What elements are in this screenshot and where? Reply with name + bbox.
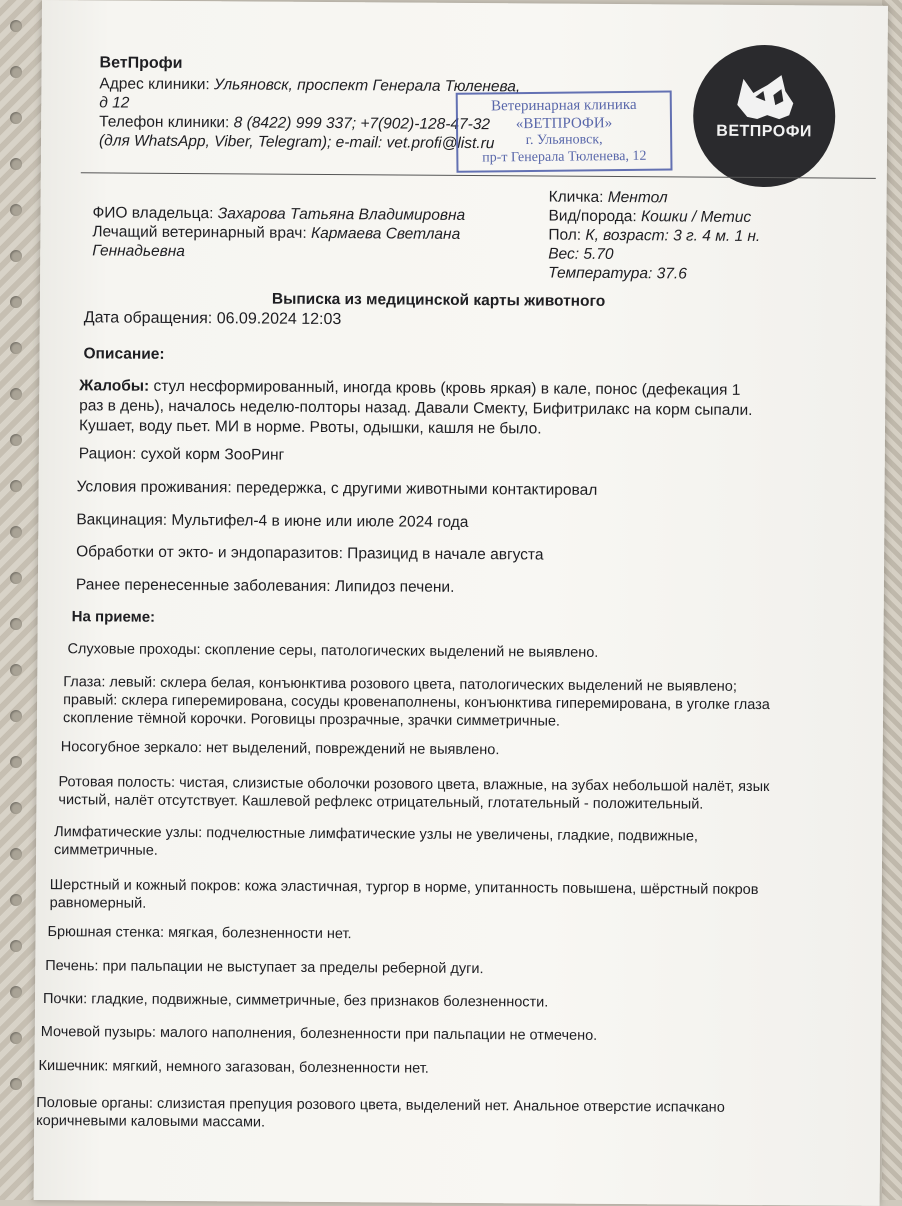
clinic-address-label: Адрес клиники:	[99, 75, 210, 94]
owner-name	[92, 203, 465, 225]
clinic-logo	[693, 45, 836, 188]
stamp-line3: г. Ульяновск,	[525, 132, 603, 149]
visit-date: Дата обращения: 06.09.2024 12:03	[83, 309, 342, 329]
exam-genitals	[36, 1094, 725, 1135]
logo-text: ВЕТПРОФИ	[716, 122, 812, 141]
sleeve-punch-holes	[10, 20, 24, 1200]
pet-name-value: Ментол	[607, 188, 668, 207]
vet-label: Лечащий ветеринарный врач:	[92, 223, 307, 242]
pet-temp-value: 37.6	[656, 265, 687, 283]
exam-heading: На приеме:	[71, 608, 156, 626]
exam-lymph-line2: симметричные.	[54, 842, 158, 859]
parasite-treatment: Обработки от экто- и эндопаразитов: Празицид в начале августа	[76, 543, 544, 564]
owner-label: ФИО владельца:	[92, 204, 214, 223]
pet-sex-value: К, возраст: 3 г. 4 м. 1 н.	[585, 226, 761, 246]
exam-mouth	[58, 773, 769, 814]
vet-value: Кармаева Светлана	[310, 224, 461, 243]
stamp-line2: «ВЕТПРОФИ»	[515, 115, 613, 133]
exam-eyes-line3: скопление тёмной корочки. Роговицы прозрачные, зрачки симметричные.	[62, 710, 561, 730]
pet-weight-label: Вес:	[548, 245, 580, 263]
pet-name-label: Кличка:	[548, 188, 604, 206]
exam-skin-line1: Шерстный и кожный покров: кожа эластичная, тургор в норме, упитанность повышена, шёрстный покров	[49, 877, 759, 899]
complaints-block	[79, 376, 753, 441]
complaints-line1: стул несформированный, иногда кровь (кровь яркая) в кале, понос (дефекация 1	[149, 377, 741, 399]
pet-temperature	[548, 264, 687, 284]
clinic-address-line2: д 12	[99, 94, 130, 112]
vet-name	[92, 222, 460, 244]
exam-genitals-line1: Половые органы: слизистая препуция розового цвета, выделений нет. Анальное отверстие испачкано	[36, 1094, 725, 1116]
pet-weight	[548, 245, 613, 264]
exam-ears: Слуховые проходы: скопление серы, патологических выделений не выявлено.	[67, 641, 599, 661]
pet-breed-value: Кошки / Метис	[640, 208, 752, 226]
exam-eyes	[63, 673, 770, 732]
document-page	[34, 0, 888, 1206]
pet-temp-label: Температура:	[548, 264, 653, 283]
complaints-line2: раз в день), началось неделю-полторы назад. Давали Смекту, Бифитрилакс на корм сыпали.	[79, 397, 753, 419]
clinic-address-value: Ульяновск, проспект Генерала Тюленева,	[213, 76, 521, 96]
clinic-contacts: (для WhatsApp, Viber, Telegram); e-mail: vet.profi@list.ru	[98, 132, 495, 153]
pet-sex-label: Пол:	[548, 226, 582, 244]
pet-breed	[548, 207, 751, 227]
exam-mouth-line2: чистый, налёт отсутствует. Кашлевой рефлекс отрицательный, глотательный - положительный.	[58, 792, 704, 813]
exam-mouth-line1: Ротовая полость: чистая, слизистые оболочки розового цвета, влажные, на зубах небольшой налёт, язык	[58, 774, 770, 796]
exam-skin	[50, 876, 759, 917]
exam-eyes-line2: правый: склера гиперемирована, сосуды кровенаполнены, конъюнктива гиперемирована, в уголке глаза	[63, 692, 770, 714]
exam-bladder: Мочевой пузырь: малого наполнения, болезненности при пальпации не отмечено.	[40, 1024, 598, 1044]
description-heading: Описание:	[83, 345, 165, 363]
exam-genitals-line2: коричневыми каловыми массами.	[36, 1112, 266, 1131]
exam-lymph-line1: Лимфатические узлы: подчелюстные лимфатические узлы не увеличены, гладкие, подвижные,	[54, 824, 698, 845]
document-title: Выписка из медицинской карты животного	[271, 290, 606, 310]
complaints-label: Жалобы:	[79, 377, 150, 395]
cat-dog-silhouette-icon	[693, 45, 836, 188]
exam-skin-line2: равномерный.	[49, 895, 147, 912]
clinic-phone-value: 8 (8422) 999 337; +7(902)-128-47-32	[233, 114, 491, 134]
exam-kidneys: Почки: гладкие, подвижные, симметричные, без признаков болезненности.	[42, 991, 549, 1011]
pet-breed-label: Вид/порода:	[548, 207, 637, 226]
previous-diseases: Ранее перенесенные заболевания: Липидоз печени.	[75, 576, 455, 596]
exam-eyes-line1: Глаза: левый: склера белая, конъюнктива розового цвета, патологических выделений не выявлено;	[63, 674, 737, 695]
stamp-line1: Ветеринарная клиника	[490, 96, 637, 115]
clinic-name: ВетПрофи	[99, 54, 183, 72]
diet: Рацион: сухой корм ЗооРинг	[78, 445, 285, 464]
living-conditions: Условия проживания: передержка, с другими животными контактировал	[76, 478, 598, 499]
vaccination: Вакцинация: Мультифел-4 в июне или июле 2024 года	[76, 511, 469, 531]
complaints-line3: Кушает, воду пьет. МИ в норме. Рвоты, одышки, кашля не было.	[78, 417, 542, 438]
exam-intestine: Кишечник: мягкий, немного загазован, болезненности нет.	[38, 1058, 429, 1077]
pet-sex-age	[548, 226, 760, 246]
vet-name-line2: Геннадьевна	[92, 242, 185, 261]
clinic-stamp	[456, 91, 673, 173]
exam-lymph-nodes	[54, 823, 698, 863]
exam-nose: Носогубное зеркало: нет выделений, повреждений не выявлено.	[60, 739, 500, 759]
pet-name	[549, 188, 668, 208]
pet-weight-value: 5.70	[583, 245, 614, 263]
exam-abdomen: Брюшная стенка: мягкая, болезненности нет.	[47, 924, 352, 943]
owner-value: Захарова Татьяна Владимировна	[217, 205, 466, 224]
clinic-phone-label: Телефон клиники:	[99, 113, 230, 132]
exam-liver: Печень: при пальпации не выступает за пределы реберной дуги.	[45, 958, 484, 978]
stamp-line4: пр-т Генерала Тюленева, 12	[482, 148, 647, 166]
